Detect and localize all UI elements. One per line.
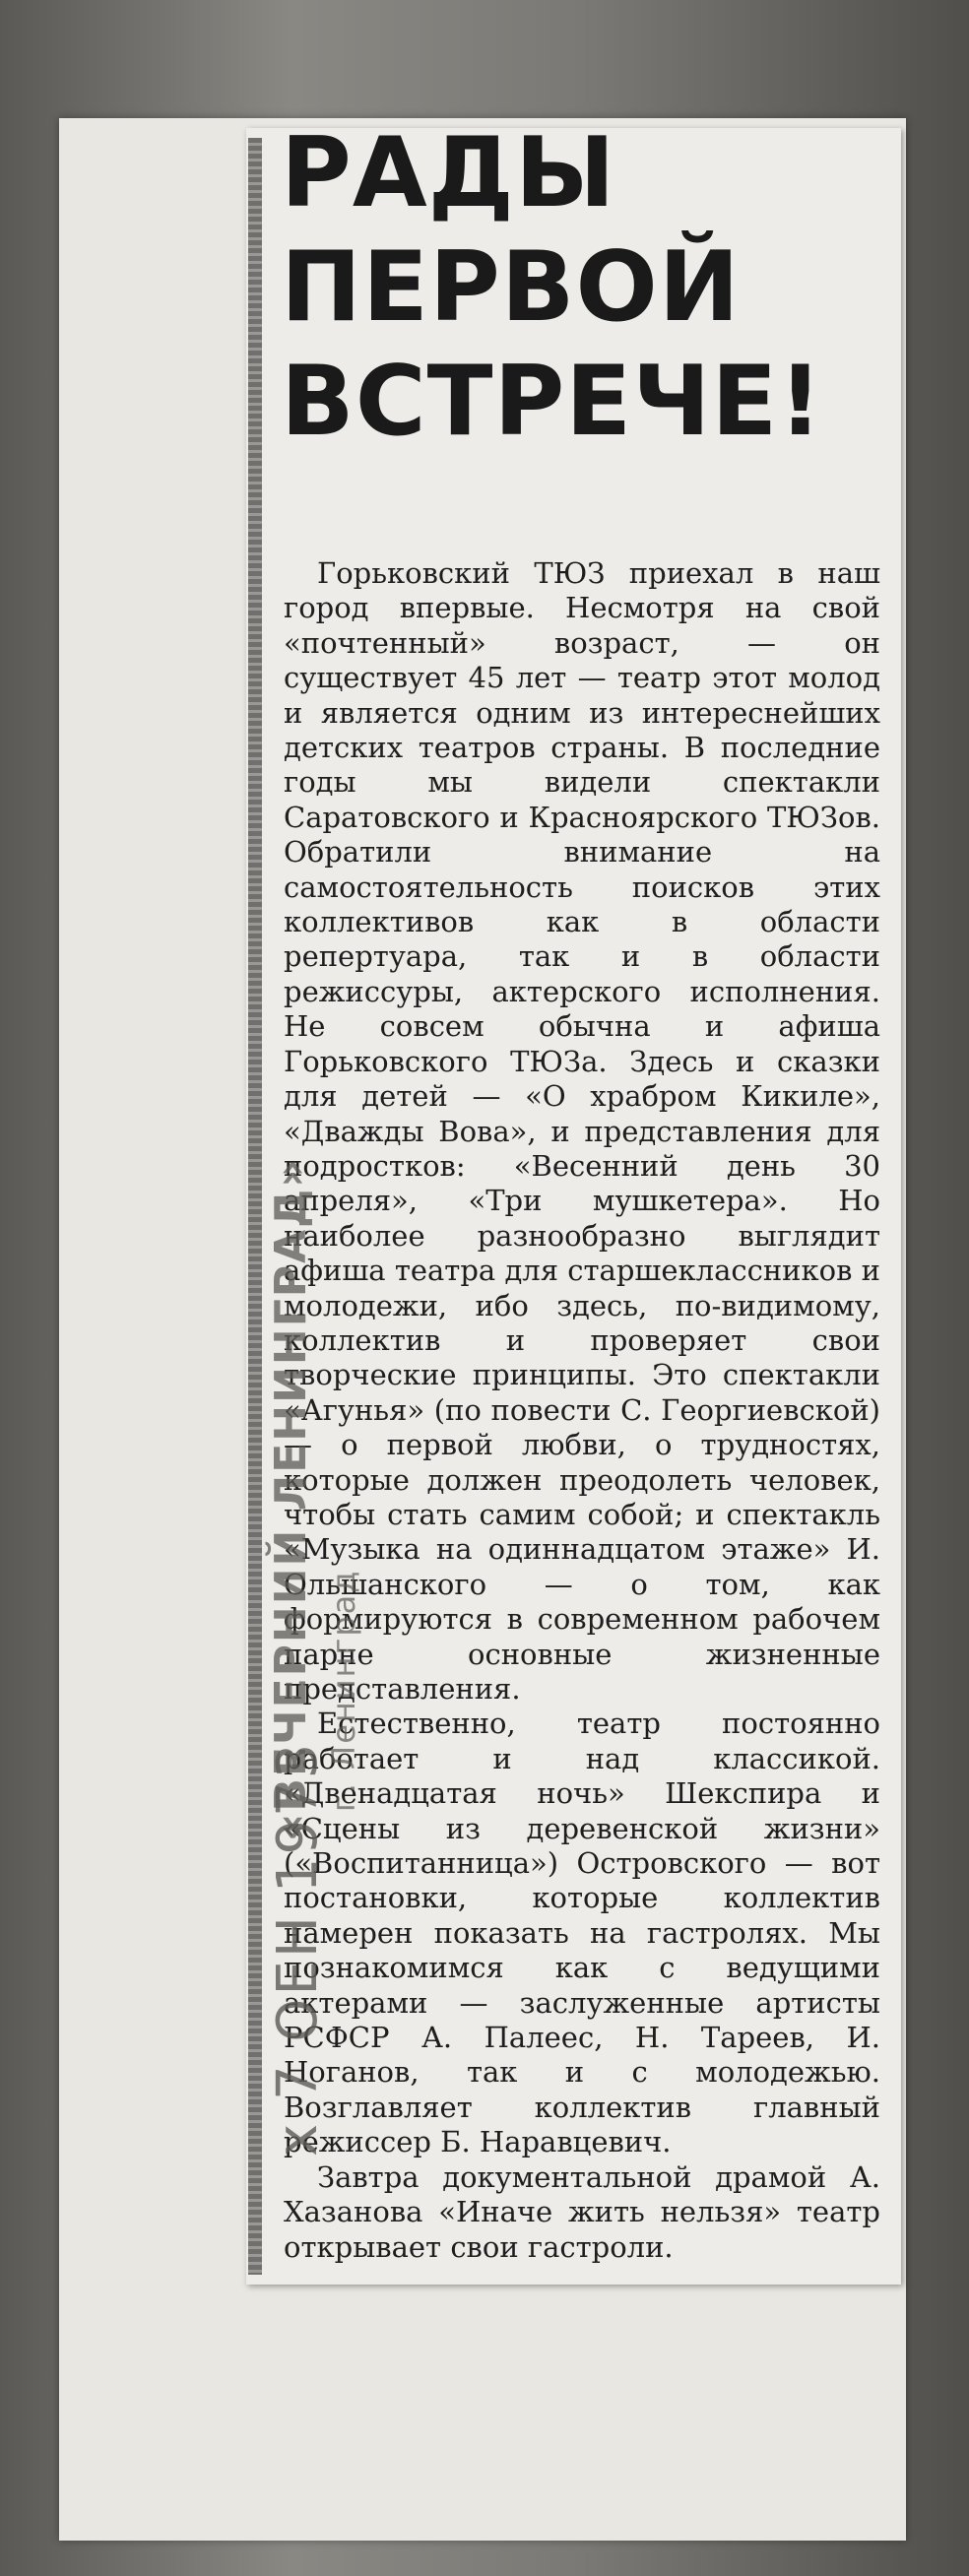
- article-body: [284, 556, 880, 2265]
- headline-line-1: РАДЫ: [281, 117, 616, 229]
- headline-line-3: ВСТРЕЧЕ!: [281, 346, 824, 458]
- headline-line-2: ПЕРВОЙ: [281, 231, 741, 344]
- stamp-date: x 7 ОЕН 1973: [266, 1740, 330, 2157]
- article-paragraph-3: Завтра документальной драмой А. Хазанова «Иначе жить нельзя» театр открывает свои гастроли.: [284, 2159, 880, 2264]
- stamp-city: г. Ленинград: [325, 1569, 362, 1812]
- stamp-newspaper-name: «ВЕЧЕРНИЙ ЛЕНИНГРАД»: [266, 1157, 316, 1841]
- article-paragraph-2: Естественно, театр постоянно работает и над классикой. «Двенадцатая ночь» Шекспира и «Сцены из деревенской жизни» («Воспитанница») Островского — вот постановки, которые коллектив намерен показать на гастролях. Мы познакомимся как с ведущими актерами — заслуженные артисты РСФСР А. Палеес, Н. Тареев, И. Ноганов, так и с молодежью. Возглавляет коллектив главный режиссер Б. Наравцевич.: [284, 1707, 880, 2159]
- archive-stamp: [197, 1157, 362, 2157]
- article-paragraph-1: Горьковский ТЮЗ приехал в наш город впервые. Несмотря на свой «почтенный» возраст, — он существует 45 лет — театр этот молод и является одним из интереснейших детских театров страны. В последние годы мы видели спектакли Саратовского и Красноярского ТЮЗов. Обратили внимание на самостоятельность поисков этих коллективов как в области репертуара, так и в области режиссуры, актерского исполнения. Не совсем обычна и афиша Горьковского ТЮЗа. Здесь и сказки для детей — «О храбром Кикиле», «Дважды Вова», и представления для подростков: «Весенний день 30 апреля», «Три мушкетера». Но наиболее разнообразно выглядит афиша театра для старшеклассников и молодежи, ибо здесь, по-видимому, коллектив и проверяет свои творческие принципы. Это спектакли «Агунья» (по повести С. Георгиевской) — о первой любви, о трудностях, которые должен преодолеть человек, чтобы стать самим собой; и спектакль «Музыка на одиннадцатом этаже» И. Ольшанского — о том, как формируются в современном рабочем парне основные жизненные представления.: [284, 556, 880, 1706]
- headline: [281, 116, 872, 459]
